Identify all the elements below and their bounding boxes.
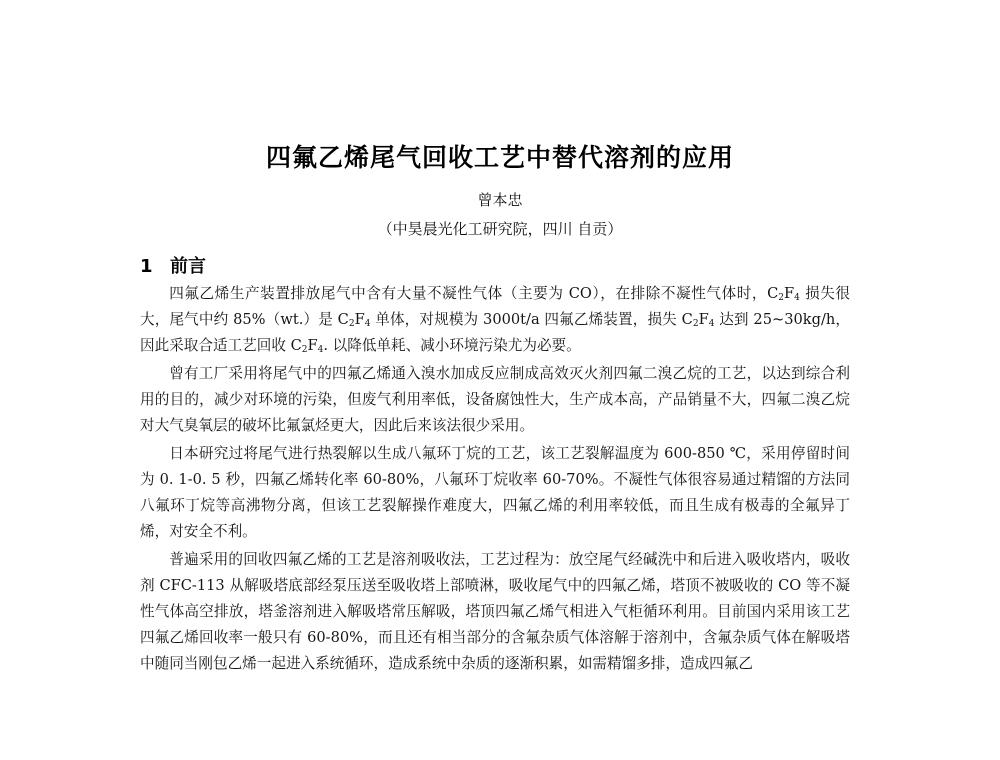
text-run: 日本研究过将尾气进行热裂解以生成八氟环丁烷的工艺，该工艺裂解温度为 600-850 ℃，采用停留时间为 0. 1-0. 5 秒，四氟乙烯转化率 60-80%，八氟环丁烷收率 60-70%。不凝性气体很容易通过精馏的方法同八氟环丁烷等高沸物分离，但该工艺裂解操作难度大，四氟乙烯的利用率较低，而且生成有极毒的全氟异丁烯，对安全不利。 bbox=[140, 445, 850, 540]
text-run: F bbox=[784, 285, 795, 302]
subscript: 4 bbox=[794, 293, 800, 303]
text-run: 达到 25~30kg/h，因此采取合适工艺回收 C bbox=[140, 311, 850, 354]
text-run: 单体，对规模为 3000t/a 四氟乙烯装置，损失 C bbox=[370, 311, 693, 328]
text-run: 损失很大，尾气中约 85%（wt.）是 C bbox=[140, 285, 851, 328]
subscript: 4 bbox=[708, 319, 715, 329]
subscript: 4 bbox=[317, 345, 324, 355]
paragraph bbox=[140, 361, 850, 439]
text-run: F bbox=[698, 311, 709, 328]
section-title: 前言 bbox=[170, 256, 206, 277]
subscript: 2 bbox=[778, 293, 784, 303]
text-run: 曾有工厂采用将尾气中的四氟乙烯通入溴水加成反应制成高效灭火剂四氟二溴乙烷的工艺，以达到综合利用的目的，减少对环境的污染，但废气利用率低，设备腐蚀性大，生产成本高，产品销量不大，四氟二溴乙烷对大气臭氧层的破坏比氟氯烃更大，因此后来该法很少采用。 bbox=[140, 365, 850, 434]
paper-title: 四氟乙烯尾气回收工艺中替代溶剂的应用 bbox=[265, 143, 734, 172]
text-run: . 以降低单耗、减小环境污染尤为必要。 bbox=[323, 337, 581, 354]
text-run: F bbox=[307, 337, 318, 354]
subscript: 4 bbox=[364, 319, 371, 329]
author-name: 曾本忠 bbox=[477, 191, 523, 209]
paragraph bbox=[140, 281, 850, 359]
subscript: 2 bbox=[692, 319, 699, 329]
body-text bbox=[140, 281, 850, 679]
section-heading bbox=[140, 252, 206, 278]
section-number: 1 bbox=[140, 256, 153, 277]
subscript: 2 bbox=[348, 319, 355, 329]
subscript: 2 bbox=[301, 345, 308, 355]
paragraph bbox=[140, 547, 850, 677]
text-run: 普遍采用的回收四氟乙烯的工艺是溶剂吸收法，工艺过程为：放空尾气经碱洗中和后进入吸收塔内，吸收剂 CFC-113 从解吸塔底部经泵压送至吸收塔上部喷淋，吸收尾气中的四氟乙烯，塔顶不被吸收的 CO 等不凝性气体高空排放，塔釜溶剂进入解吸塔常压解吸，塔顶四氟乙烯气相进入气柜循环利用。目前国内采用该工艺四氟乙烯回收率一般只有 60-80%，而且还有相当部分的含氟杂质气体溶解于溶剂中，含氟杂质气体在解吸塔中随同当刚包乙烯一起进入系统循环，造成系统中杂质的逐渐积累，如需精馏多排，造成四氟乙 bbox=[140, 551, 850, 672]
paragraph bbox=[140, 441, 850, 545]
text-run: 四氟乙烯生产装置排放尾气中含有大量不凝性气体（主要为 CO），在排除不凝性气体时，C bbox=[169, 285, 779, 302]
author-affiliation: （中昊晨光化工研究院，四川 自贡） bbox=[377, 220, 623, 238]
text-run: F bbox=[354, 311, 365, 328]
